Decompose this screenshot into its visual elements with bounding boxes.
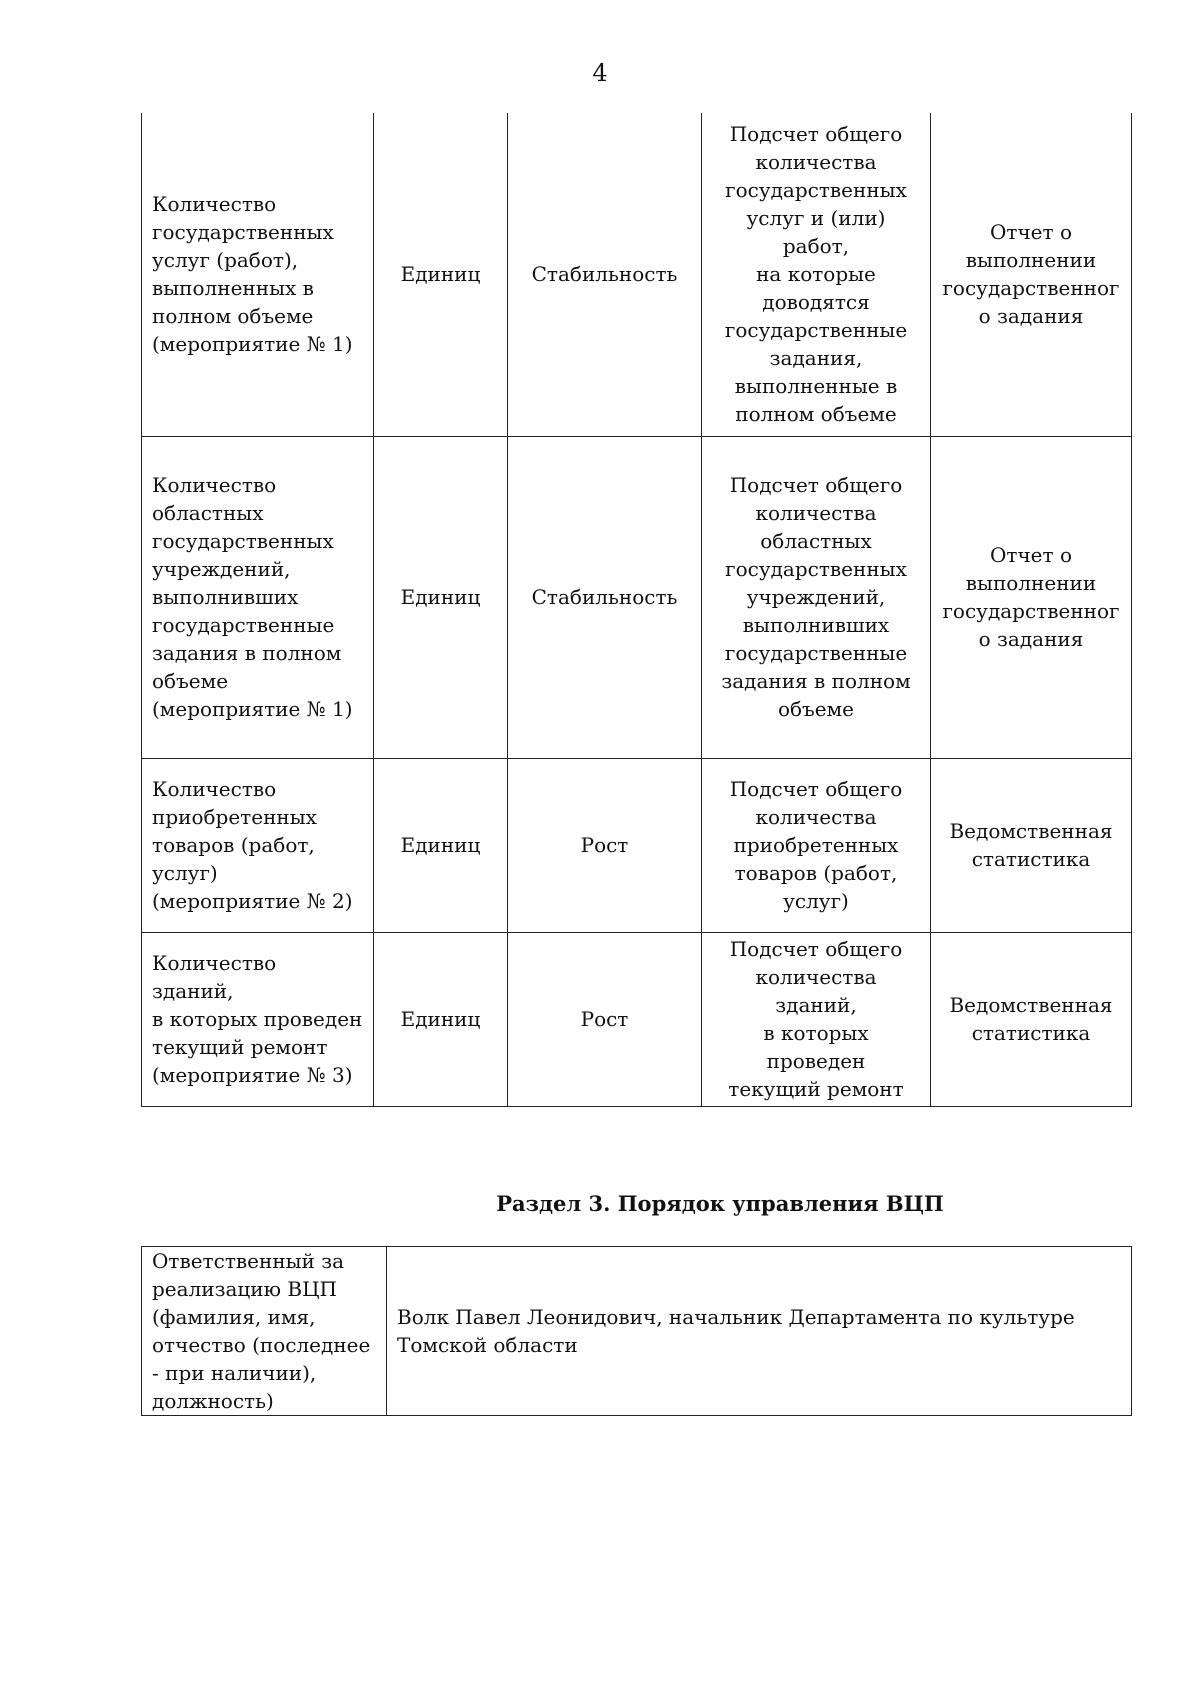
source-cell (931, 932, 1132, 1106)
indicator-name: Количество областных государственных учреждений, выполнивших государственные задания в полном объеме (мероприятие № 1) (152, 473, 353, 721)
indicator-source: Отчет о выполнении государственног о задания (942, 220, 1120, 329)
responsible-value-cell (387, 1247, 1132, 1416)
indicator-trend: Рост (580, 1007, 629, 1031)
indicator-trend: Стабильность (531, 585, 678, 609)
method-cell (702, 113, 931, 436)
unit-cell (374, 932, 508, 1106)
unit-cell (374, 758, 508, 932)
page-number: 4 (592, 59, 608, 87)
indicator-unit: Единиц (400, 833, 481, 857)
indicator-name-cell (142, 932, 374, 1106)
trend-cell (508, 932, 702, 1106)
indicator-method: Подсчет общего количества приобретенных товаров (работ, услуг) (729, 777, 903, 913)
unit-cell (374, 436, 508, 758)
indicator-unit: Единиц (400, 585, 481, 609)
indicator-unit: Единиц (400, 262, 481, 287)
source-cell (931, 436, 1132, 758)
indicator-source: Ведомственная статистика (949, 819, 1113, 871)
indicator-method: Подсчет общего количества зданий, в которых проведен текущий ремонт (728, 937, 904, 1101)
source-cell (931, 113, 1132, 436)
table-row (142, 1247, 1132, 1416)
responsible-label-cell (142, 1247, 387, 1416)
source-cell (931, 758, 1132, 932)
table-row (142, 758, 1132, 932)
responsible-label: Ответственный за реализацию ВЦП (фамилия, имя, отчество (последнее - при наличии), должность) (152, 1249, 371, 1413)
indicator-name: Количество государственных услуг (работ), выполненных в полном объеме (мероприятие № 1) (152, 192, 353, 357)
indicator-source: Ведомственная статистика (949, 993, 1113, 1045)
indicator-name: Количество приобретенных товаров (работ, услуг) (мероприятие № 2) (152, 777, 353, 913)
unit-cell (374, 113, 508, 436)
method-cell (702, 436, 931, 758)
indicator-trend: Рост (580, 833, 629, 857)
indicators-table (141, 113, 1132, 1107)
trend-cell (508, 113, 702, 436)
indicator-name-cell (142, 436, 374, 758)
indicator-unit: Единиц (400, 1007, 481, 1031)
indicator-method: Подсчет общего количества государственных услуг и (или) работ, на которые доводятся государственные задания, выполненные в полном объеме (724, 122, 908, 427)
management-table (141, 1246, 1132, 1416)
indicator-trend: Стабильность (531, 262, 678, 287)
table-row (142, 113, 1132, 436)
method-cell (702, 932, 931, 1106)
indicator-name-cell (142, 113, 374, 436)
indicator-name: Количество зданий, в которых проведен текущий ремонт (мероприятие № 3) (152, 951, 363, 1087)
table-row (142, 932, 1132, 1106)
trend-cell (508, 436, 702, 758)
table-row (142, 436, 1132, 758)
indicator-method: Подсчет общего количества областных государственных учреждений, выполнивших государственные задания в полном объеме (721, 473, 911, 721)
trend-cell (508, 758, 702, 932)
indicator-name-cell (142, 758, 374, 932)
responsible-value: Волк Павел Леонидович, начальник Департамента по культуре Томской области (397, 1305, 1075, 1357)
section-title: Раздел 3. Порядок управления ВЦП (496, 1191, 944, 1216)
method-cell (702, 758, 931, 932)
indicator-source: Отчет о выполнении государственног о задания (942, 543, 1120, 651)
